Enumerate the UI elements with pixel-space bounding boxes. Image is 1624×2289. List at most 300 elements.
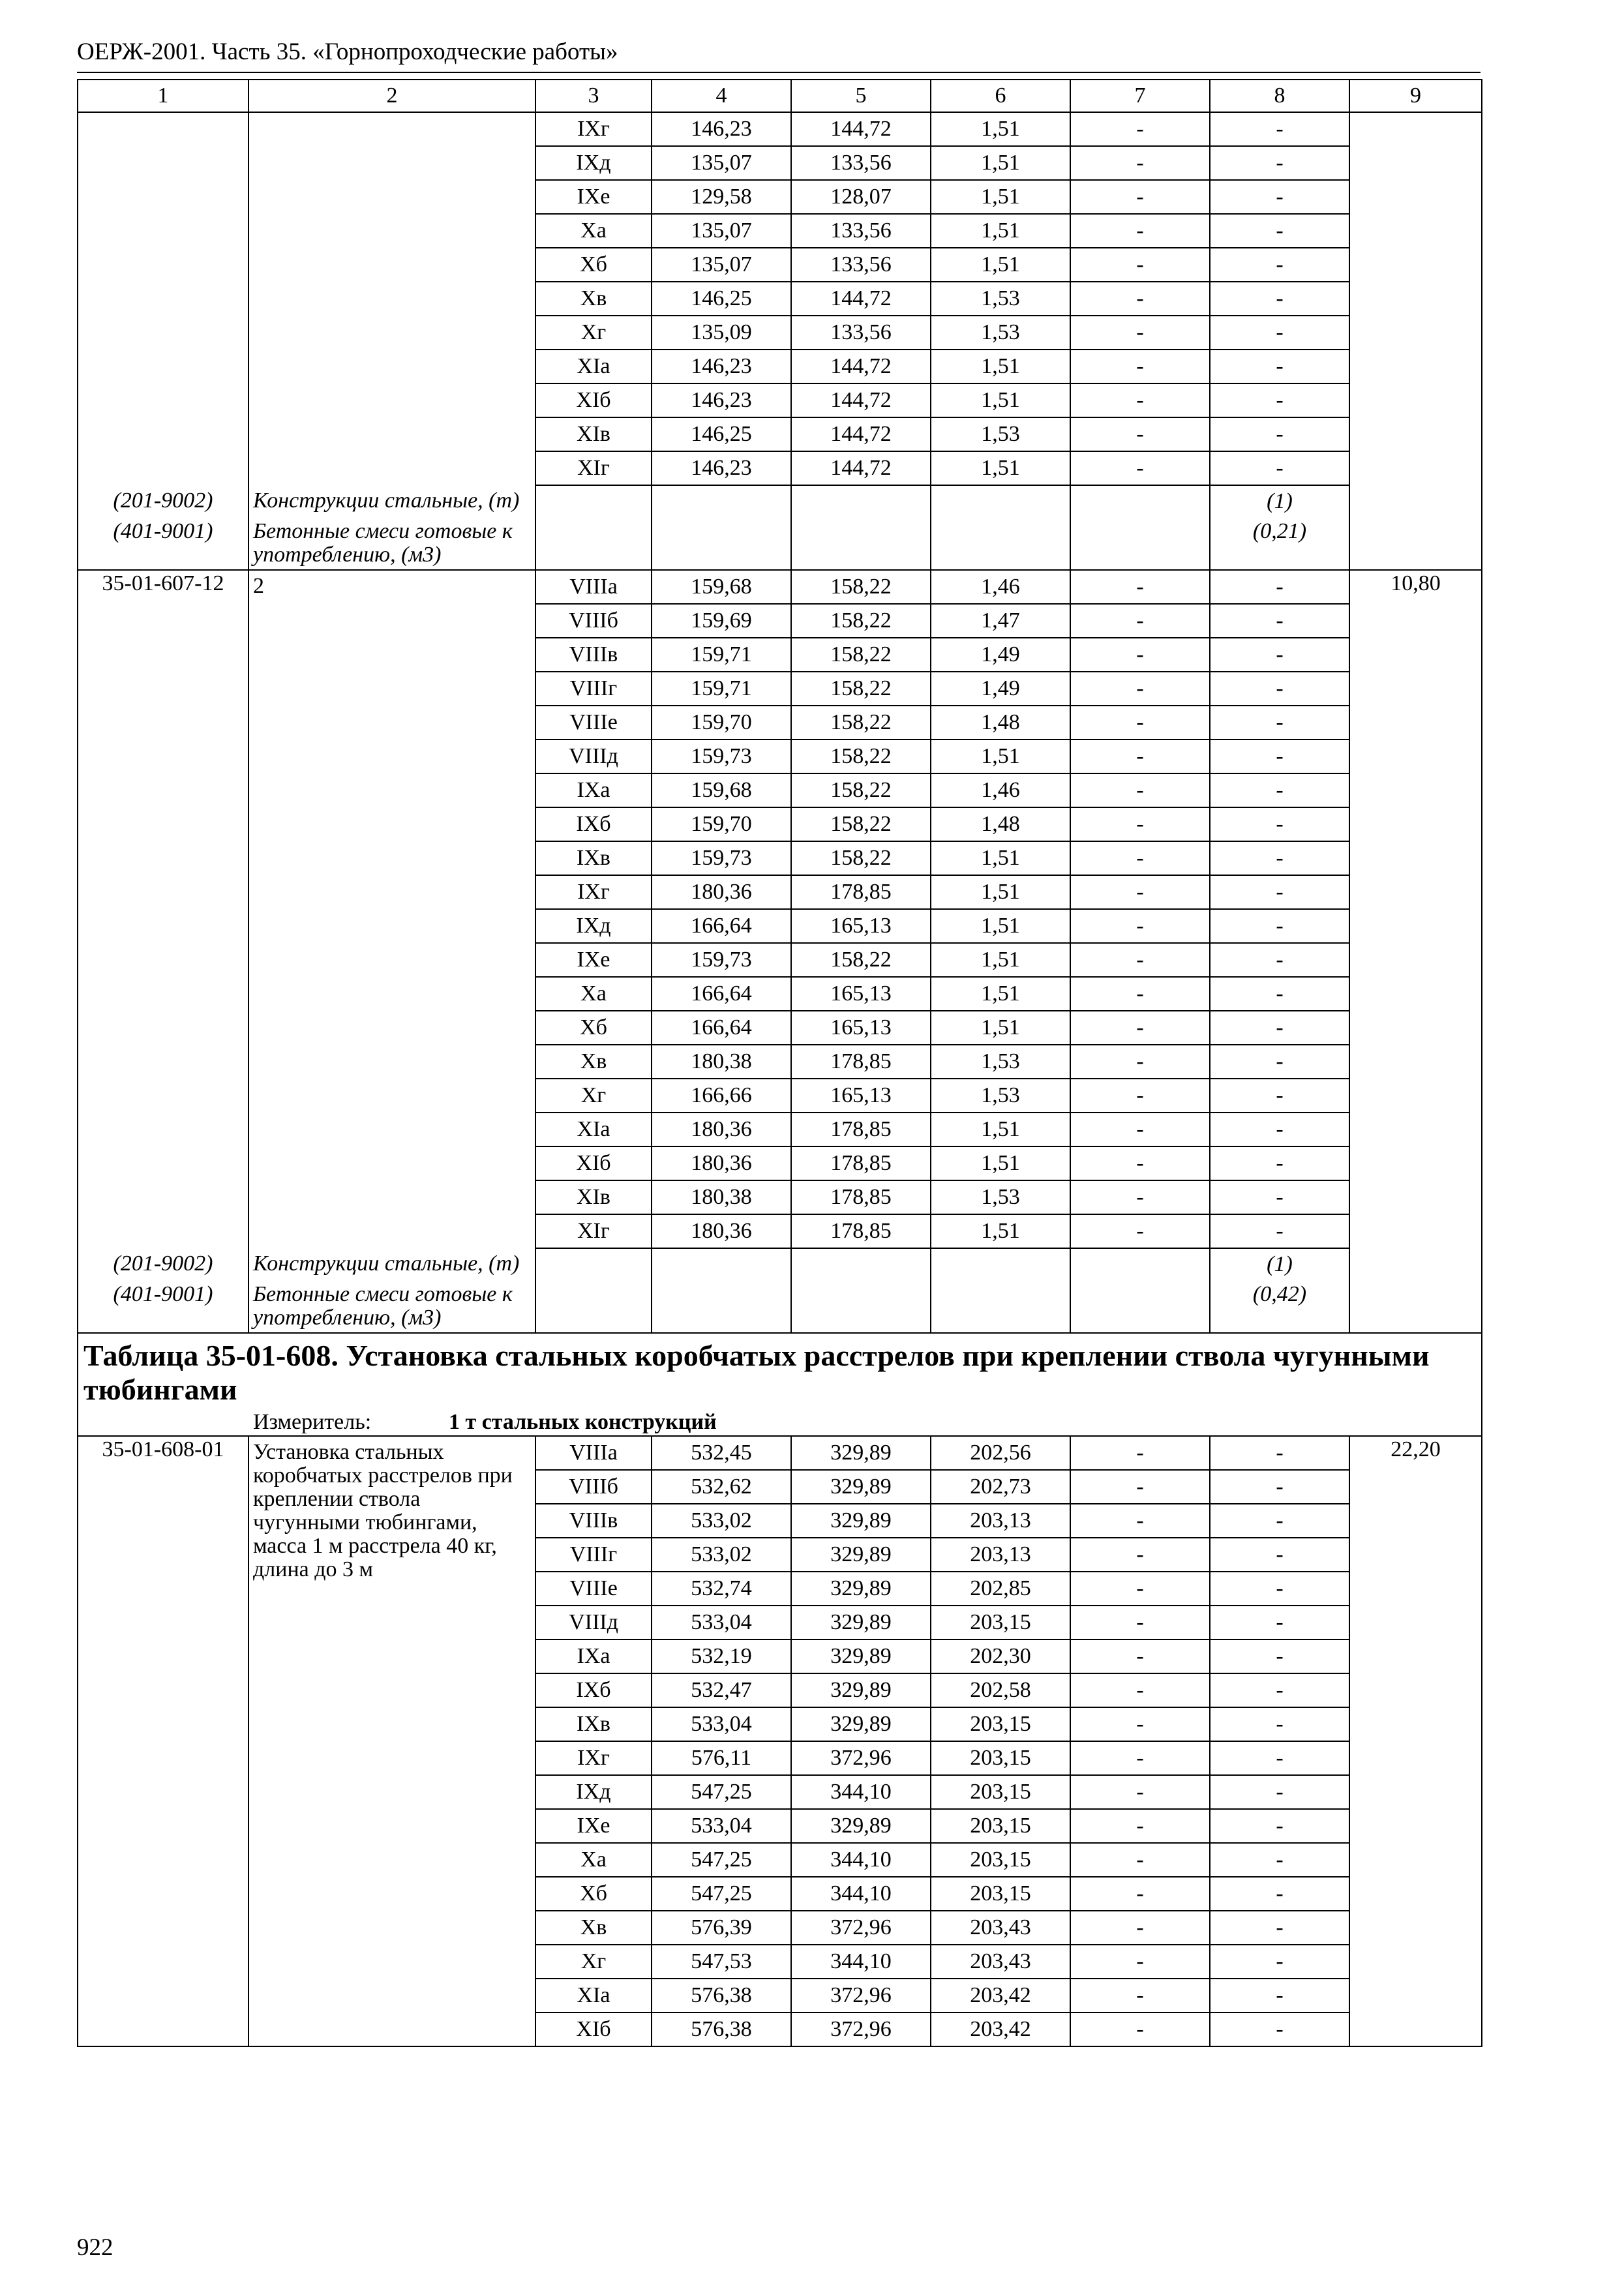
- cell-col6: 203,13: [931, 1504, 1070, 1538]
- table-title-row: [78, 1333, 1482, 1409]
- cell-col5: 158,22: [791, 638, 931, 672]
- cell-col7: -: [1070, 1843, 1210, 1877]
- cell-col8: -: [1210, 1572, 1349, 1606]
- cell-col7: -: [1070, 604, 1210, 638]
- cell-col7: -: [1070, 451, 1210, 485]
- column-number: 6: [931, 80, 1070, 112]
- cell-col3: IXг: [535, 875, 652, 909]
- cell-col6: 1,49: [931, 672, 1070, 706]
- resource-value: (0,42): [1210, 1279, 1349, 1333]
- cell-col5: 133,56: [791, 146, 931, 180]
- cell-col7: -: [1070, 943, 1210, 977]
- cell-col8: -: [1210, 1741, 1349, 1775]
- resource-empty-cell: [1070, 1248, 1210, 1279]
- resource-empty-cell: [791, 1248, 931, 1279]
- cell-col6: 1,53: [931, 1079, 1070, 1113]
- cell-col4: 576,38: [652, 2012, 791, 2046]
- cell-col7: -: [1070, 1572, 1210, 1606]
- cell-col5: 329,89: [791, 1673, 931, 1707]
- cell-col8: -: [1210, 1843, 1349, 1877]
- cell-col8: -: [1210, 672, 1349, 706]
- cell-col8: -: [1210, 1606, 1349, 1639]
- cell-col6: 1,51: [931, 451, 1070, 485]
- cell-col5: 329,89: [791, 1639, 931, 1673]
- cell-col8: -: [1210, 1045, 1349, 1079]
- cell-col6: 1,49: [931, 638, 1070, 672]
- cell-col6: 203,43: [931, 1945, 1070, 1979]
- resource-empty-cell: [791, 516, 931, 570]
- cell-col3: IXе: [535, 943, 652, 977]
- cell-col8: -: [1210, 1673, 1349, 1707]
- resource-empty-cell: [931, 485, 1070, 516]
- cell-col4: 532,45: [652, 1436, 791, 1470]
- cell-col7: -: [1070, 740, 1210, 773]
- cell-col6: 1,51: [931, 112, 1070, 146]
- rate-code: 35-01-608-01: [78, 1436, 248, 2046]
- cell-col7: -: [1070, 1741, 1210, 1775]
- cell-col4: 576,11: [652, 1741, 791, 1775]
- cell-col5: 158,22: [791, 740, 931, 773]
- cell-col7: -: [1070, 282, 1210, 316]
- cell-col3: VIIIа: [535, 570, 652, 604]
- column-number: 4: [652, 80, 791, 112]
- cell-col3: XIг: [535, 451, 652, 485]
- cell-col4: 135,07: [652, 248, 791, 282]
- cell-col4: 180,38: [652, 1180, 791, 1214]
- resource-code: (201-9002): [78, 1248, 248, 1279]
- meter-label: Измеритель:: [253, 1410, 372, 1434]
- cell-col3: VIIIг: [535, 1538, 652, 1572]
- cell-col5: 372,96: [791, 1911, 931, 1945]
- cell-col8: -: [1210, 180, 1349, 214]
- cell-col7: -: [1070, 1436, 1210, 1470]
- cell-col5: 329,89: [791, 1470, 931, 1504]
- cell-col3: XIв: [535, 1180, 652, 1214]
- cell-col8: -: [1210, 943, 1349, 977]
- cell-col6: 203,43: [931, 1911, 1070, 1945]
- rate-col9: [1349, 112, 1482, 485]
- resource-name: Конструкции стальные, (т): [248, 1248, 535, 1279]
- cell-col3: IXа: [535, 1639, 652, 1673]
- cell-col8: -: [1210, 1911, 1349, 1945]
- resource-value: (1): [1210, 485, 1349, 516]
- cell-col8: -: [1210, 1775, 1349, 1809]
- cell-col8: -: [1210, 383, 1349, 417]
- cell-col8: -: [1210, 2012, 1349, 2046]
- cell-col8: -: [1210, 1011, 1349, 1045]
- resource-empty-cell: [931, 1279, 1070, 1333]
- cell-col5: 178,85: [791, 1045, 931, 1079]
- table-row: [78, 1436, 1482, 1470]
- cell-col3: VIIIв: [535, 638, 652, 672]
- cell-col6: 1,46: [931, 570, 1070, 604]
- cell-col5: 344,10: [791, 1877, 931, 1911]
- cell-col7: -: [1070, 316, 1210, 350]
- cell-col7: -: [1070, 112, 1210, 146]
- cell-col8: -: [1210, 604, 1349, 638]
- cell-col6: 1,51: [931, 1011, 1070, 1045]
- resource-row: [78, 1279, 1482, 1333]
- cell-col3: Xб: [535, 1011, 652, 1045]
- cell-col5: 372,96: [791, 1979, 931, 2012]
- rate-description: Установка стальных коробчатых расстрелов при креплении ствола чугунными тюбингами, масса 1 м расстрела 40 кг, длина до 3 м: [248, 1436, 535, 2046]
- cell-col7: -: [1070, 1113, 1210, 1146]
- cell-col7: -: [1070, 1470, 1210, 1504]
- cell-col7: -: [1070, 180, 1210, 214]
- cell-col6: 203,42: [931, 2012, 1070, 2046]
- cell-col8: -: [1210, 1214, 1349, 1248]
- column-number: 9: [1349, 80, 1482, 112]
- cell-col7: -: [1070, 417, 1210, 451]
- cell-col4: 532,74: [652, 1572, 791, 1606]
- table-row: [78, 112, 1482, 146]
- cell-col4: 547,25: [652, 1877, 791, 1911]
- cell-col7: -: [1070, 706, 1210, 740]
- cell-col4: 159,68: [652, 773, 791, 807]
- cell-col6: 203,15: [931, 1877, 1070, 1911]
- cell-col6: 1,51: [931, 943, 1070, 977]
- cell-col5: 329,89: [791, 1707, 931, 1741]
- cell-col4: 159,70: [652, 807, 791, 841]
- cell-col4: 166,64: [652, 909, 791, 943]
- meter-cell: [78, 1409, 1482, 1436]
- cell-col6: 1,51: [931, 1146, 1070, 1180]
- cell-col4: 135,09: [652, 316, 791, 350]
- cell-col6: 1,53: [931, 316, 1070, 350]
- cell-col4: 146,25: [652, 417, 791, 451]
- meter-row: [78, 1409, 1482, 1436]
- cell-col3: XIа: [535, 1113, 652, 1146]
- resource-code: (401-9001): [78, 516, 248, 570]
- cell-col4: 166,66: [652, 1079, 791, 1113]
- column-number: 7: [1070, 80, 1210, 112]
- cell-col5: 329,89: [791, 1572, 931, 1606]
- cell-col4: 533,04: [652, 1606, 791, 1639]
- cell-col3: XIб: [535, 383, 652, 417]
- cell-col7: -: [1070, 1504, 1210, 1538]
- cell-col6: 1,48: [931, 807, 1070, 841]
- cell-col7: -: [1070, 1877, 1210, 1911]
- rate-col9: 22,20: [1349, 1436, 1482, 2046]
- column-number: 3: [535, 80, 652, 112]
- cell-col3: Xб: [535, 1877, 652, 1911]
- cell-col8: -: [1210, 1504, 1349, 1538]
- cell-col4: 532,62: [652, 1470, 791, 1504]
- cell-col3: Xв: [535, 282, 652, 316]
- meter-value: 1 т стальных конструкций: [449, 1410, 717, 1434]
- cell-col4: 533,04: [652, 1809, 791, 1843]
- cell-col8: -: [1210, 112, 1349, 146]
- header-rule: [77, 72, 1481, 73]
- cell-col4: 159,73: [652, 943, 791, 977]
- cell-col6: 203,15: [931, 1741, 1070, 1775]
- cell-col3: XIб: [535, 1146, 652, 1180]
- cell-col4: 533,02: [652, 1504, 791, 1538]
- cell-col5: 329,89: [791, 1809, 931, 1843]
- cell-col8: -: [1210, 706, 1349, 740]
- cell-col6: 203,15: [931, 1775, 1070, 1809]
- resource-empty-cell: [535, 1248, 652, 1279]
- resource-empty-cell: [652, 1279, 791, 1333]
- cell-col4: 576,39: [652, 1911, 791, 1945]
- cell-col8: -: [1210, 740, 1349, 773]
- cell-col3: VIIIе: [535, 1572, 652, 1606]
- resource-empty-cell: [931, 516, 1070, 570]
- cell-col5: 165,13: [791, 909, 931, 943]
- cell-col3: Xв: [535, 1045, 652, 1079]
- cell-col4: 166,64: [652, 977, 791, 1011]
- cell-col5: 158,22: [791, 706, 931, 740]
- cell-col6: 203,15: [931, 1843, 1070, 1877]
- rate-description: [248, 112, 535, 485]
- resource-empty-cell: [652, 485, 791, 516]
- cell-col7: -: [1070, 383, 1210, 417]
- resource-row: [78, 1248, 1482, 1279]
- cell-col5: 344,10: [791, 1775, 931, 1809]
- cell-col5: 158,22: [791, 604, 931, 638]
- cell-col8: -: [1210, 316, 1349, 350]
- cell-col4: 180,36: [652, 1113, 791, 1146]
- cell-col8: -: [1210, 1979, 1349, 2012]
- cell-col7: -: [1070, 773, 1210, 807]
- cell-col8: -: [1210, 1809, 1349, 1843]
- cell-col5: 178,85: [791, 1113, 931, 1146]
- cell-col8: -: [1210, 909, 1349, 943]
- cell-col3: XIв: [535, 417, 652, 451]
- cell-col4: 180,36: [652, 1146, 791, 1180]
- cell-col6: 203,15: [931, 1809, 1070, 1843]
- cell-col5: 329,89: [791, 1606, 931, 1639]
- column-number: 8: [1210, 80, 1349, 112]
- cell-col3: IXд: [535, 1775, 652, 1809]
- cell-col5: 329,89: [791, 1436, 931, 1470]
- rate-col9: 10,80: [1349, 570, 1482, 1248]
- cell-col6: 1,51: [931, 977, 1070, 1011]
- cell-col4: 159,71: [652, 638, 791, 672]
- resource-empty-cell: [1349, 516, 1482, 570]
- cell-col5: 144,72: [791, 383, 931, 417]
- rate-code: [78, 112, 248, 485]
- cell-col6: 1,48: [931, 706, 1070, 740]
- cell-col4: 159,73: [652, 740, 791, 773]
- cell-col3: IXв: [535, 1707, 652, 1741]
- cell-col4: 146,23: [652, 112, 791, 146]
- cell-col4: 146,23: [652, 350, 791, 383]
- cell-col6: 1,47: [931, 604, 1070, 638]
- cell-col4: 159,71: [652, 672, 791, 706]
- cell-col6: 203,15: [931, 1707, 1070, 1741]
- resource-empty-cell: [1349, 485, 1482, 516]
- cell-col6: 202,73: [931, 1470, 1070, 1504]
- cell-col5: 158,22: [791, 570, 931, 604]
- cell-col8: -: [1210, 282, 1349, 316]
- resource-row: [78, 485, 1482, 516]
- cell-col5: 372,96: [791, 2012, 931, 2046]
- resource-name: Бетонные смеси готовые к употреблению, (м3): [248, 1279, 535, 1333]
- cell-col6: 1,53: [931, 417, 1070, 451]
- column-number: 5: [791, 80, 931, 112]
- cell-col5: 133,56: [791, 316, 931, 350]
- cell-col3: XIб: [535, 2012, 652, 2046]
- resource-empty-cell: [1349, 1279, 1482, 1333]
- cell-col5: 329,89: [791, 1504, 931, 1538]
- cell-col7: -: [1070, 1011, 1210, 1045]
- cell-col7: -: [1070, 672, 1210, 706]
- column-number: 1: [78, 80, 248, 112]
- resource-name: Конструкции стальные, (т): [248, 485, 535, 516]
- cell-col8: -: [1210, 977, 1349, 1011]
- cell-col5: 178,85: [791, 1214, 931, 1248]
- cell-col8: -: [1210, 350, 1349, 383]
- resource-name: Бетонные смеси готовые к употреблению, (м3): [248, 516, 535, 570]
- cell-col7: -: [1070, 1945, 1210, 1979]
- page-number: 922: [77, 2234, 113, 2261]
- cell-col8: -: [1210, 807, 1349, 841]
- cell-col8: -: [1210, 1945, 1349, 1979]
- cell-col4: 180,36: [652, 1214, 791, 1248]
- cell-col8: -: [1210, 773, 1349, 807]
- cell-col8: -: [1210, 1180, 1349, 1214]
- cell-col7: -: [1070, 1180, 1210, 1214]
- cell-col6: 1,53: [931, 282, 1070, 316]
- cell-col5: 158,22: [791, 807, 931, 841]
- cell-col5: 128,07: [791, 180, 931, 214]
- column-number: 2: [248, 80, 535, 112]
- cell-col4: 135,07: [652, 214, 791, 248]
- cell-col7: -: [1070, 248, 1210, 282]
- cell-col6: 1,51: [931, 875, 1070, 909]
- cell-col3: VIIIа: [535, 1436, 652, 1470]
- rates-table-body: [78, 80, 1482, 2046]
- cell-col6: 1,51: [931, 740, 1070, 773]
- cell-col4: 533,02: [652, 1538, 791, 1572]
- cell-col5: 158,22: [791, 773, 931, 807]
- cell-col3: IXе: [535, 1809, 652, 1843]
- table-row: [78, 570, 1482, 604]
- cell-col5: 178,85: [791, 1146, 931, 1180]
- cell-col4: 532,19: [652, 1639, 791, 1673]
- resource-code: (201-9002): [78, 485, 248, 516]
- cell-col5: 158,22: [791, 943, 931, 977]
- cell-col5: 133,56: [791, 214, 931, 248]
- cell-col4: 159,68: [652, 570, 791, 604]
- cell-col7: -: [1070, 146, 1210, 180]
- cell-col6: 1,51: [931, 214, 1070, 248]
- cell-col8: -: [1210, 1436, 1349, 1470]
- resource-empty-cell: [535, 516, 652, 570]
- cell-col3: VIIIд: [535, 1606, 652, 1639]
- cell-col7: -: [1070, 1911, 1210, 1945]
- resource-empty-cell: [652, 1248, 791, 1279]
- cell-col3: VIIIв: [535, 1504, 652, 1538]
- cell-col7: -: [1070, 1146, 1210, 1180]
- resource-value: (0,21): [1210, 516, 1349, 570]
- cell-col6: 1,51: [931, 350, 1070, 383]
- cell-col7: -: [1070, 875, 1210, 909]
- resource-empty-cell: [791, 1279, 931, 1333]
- cell-col4: 135,07: [652, 146, 791, 180]
- cell-col3: IXв: [535, 841, 652, 875]
- cell-col8: -: [1210, 417, 1349, 451]
- cell-col8: -: [1210, 1079, 1349, 1113]
- cell-col8: -: [1210, 248, 1349, 282]
- cell-col5: 329,89: [791, 1538, 931, 1572]
- cell-col7: -: [1070, 1079, 1210, 1113]
- cell-col5: 133,56: [791, 248, 931, 282]
- cell-col3: Xа: [535, 1843, 652, 1877]
- cell-col6: 203,13: [931, 1538, 1070, 1572]
- cell-col8: -: [1210, 1113, 1349, 1146]
- cell-col7: -: [1070, 841, 1210, 875]
- cell-col3: Xг: [535, 316, 652, 350]
- cell-col5: 144,72: [791, 112, 931, 146]
- cell-col7: -: [1070, 1775, 1210, 1809]
- cell-col5: 165,13: [791, 1079, 931, 1113]
- cell-col3: Xг: [535, 1079, 652, 1113]
- cell-col8: -: [1210, 1146, 1349, 1180]
- cell-col6: 1,51: [931, 248, 1070, 282]
- cell-col8: -: [1210, 638, 1349, 672]
- cell-col4: 547,25: [652, 1843, 791, 1877]
- resource-empty-cell: [652, 516, 791, 570]
- cell-col5: 178,85: [791, 1180, 931, 1214]
- resource-empty-cell: [791, 485, 931, 516]
- cell-col4: 180,38: [652, 1045, 791, 1079]
- resource-empty-cell: [535, 485, 652, 516]
- cell-col7: -: [1070, 977, 1210, 1011]
- cell-col7: -: [1070, 1809, 1210, 1843]
- cell-col6: 202,56: [931, 1436, 1070, 1470]
- cell-col3: Xв: [535, 1911, 652, 1945]
- cell-col3: Xб: [535, 248, 652, 282]
- cell-col5: 158,22: [791, 841, 931, 875]
- cell-col3: IXг: [535, 1741, 652, 1775]
- cell-col4: 159,69: [652, 604, 791, 638]
- cell-col7: -: [1070, 807, 1210, 841]
- cell-col5: 372,96: [791, 1741, 931, 1775]
- cell-col7: -: [1070, 1606, 1210, 1639]
- cell-col8: -: [1210, 1707, 1349, 1741]
- cell-col3: Xа: [535, 214, 652, 248]
- cell-col7: -: [1070, 1707, 1210, 1741]
- cell-col6: 1,51: [931, 1113, 1070, 1146]
- cell-col8: -: [1210, 451, 1349, 485]
- cell-col6: 1,51: [931, 146, 1070, 180]
- cell-col3: VIIIе: [535, 706, 652, 740]
- cell-col5: 178,85: [791, 875, 931, 909]
- resource-empty-cell: [535, 1279, 652, 1333]
- cell-col3: VIIIб: [535, 1470, 652, 1504]
- cell-col4: 180,36: [652, 875, 791, 909]
- cell-col7: -: [1070, 1045, 1210, 1079]
- cell-col8: -: [1210, 214, 1349, 248]
- cell-col3: XIа: [535, 1979, 652, 2012]
- cell-col3: XIг: [535, 1214, 652, 1248]
- cell-col5: 144,72: [791, 451, 931, 485]
- cell-col6: 203,42: [931, 1979, 1070, 2012]
- cell-col8: -: [1210, 1877, 1349, 1911]
- cell-col3: Xг: [535, 1945, 652, 1979]
- cell-col4: 547,53: [652, 1945, 791, 1979]
- page-header: ОЕРЖ-2001. Часть 35. «Горнопроходческие работы»: [77, 38, 618, 65]
- cell-col8: -: [1210, 146, 1349, 180]
- cell-col7: -: [1070, 1673, 1210, 1707]
- cell-col5: 144,72: [791, 417, 931, 451]
- resource-row: [78, 516, 1482, 570]
- cell-col6: 202,58: [931, 1673, 1070, 1707]
- cell-col3: IXб: [535, 1673, 652, 1707]
- cell-col7: -: [1070, 1538, 1210, 1572]
